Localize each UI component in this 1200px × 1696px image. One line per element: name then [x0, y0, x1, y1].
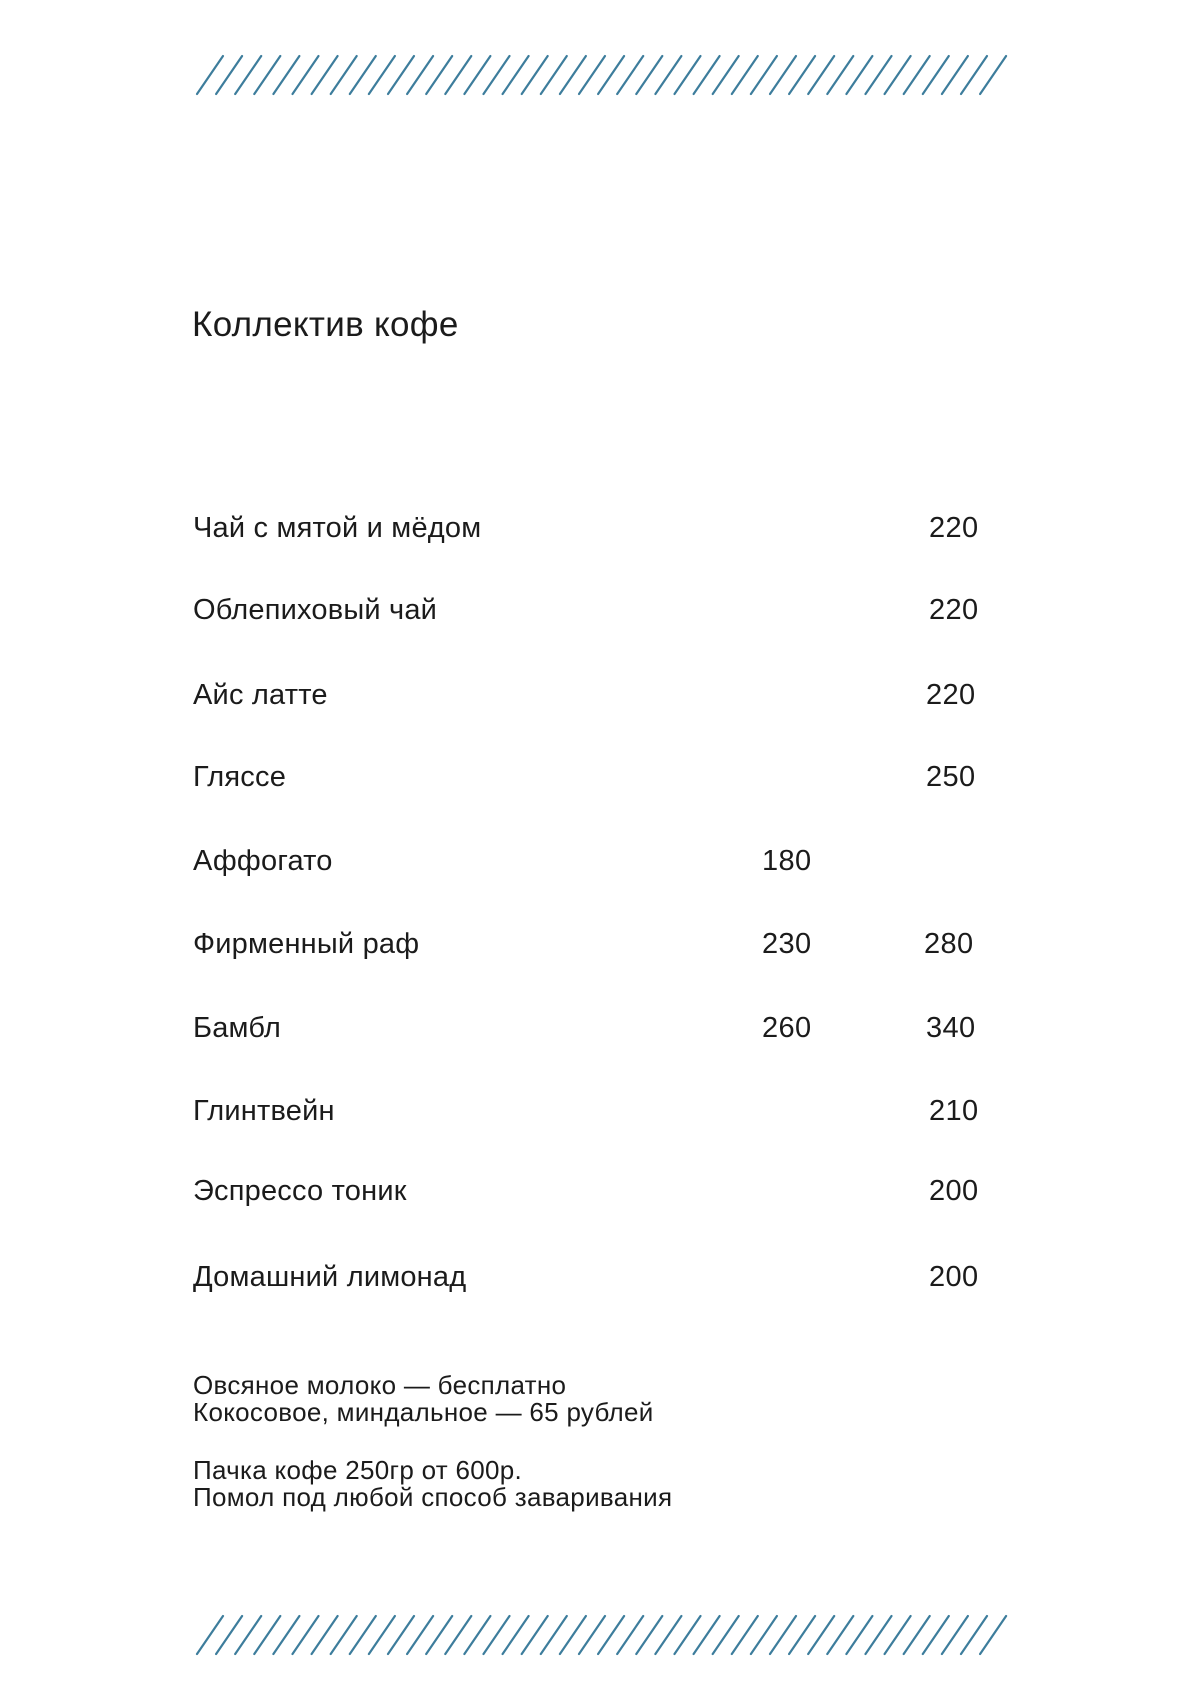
menu-item — [0, 1093, 1200, 1139]
menu-item — [0, 843, 1200, 889]
note-line: Пачка кофе 250гр от 600р. — [193, 1455, 523, 1485]
price-large: 200 — [929, 1261, 979, 1293]
menu-item-name: Облепиховый чай — [193, 594, 438, 626]
menu-item-name: Аффогато — [193, 845, 333, 877]
menu-item — [0, 677, 1200, 723]
price-large: 340 — [926, 1012, 976, 1044]
price-large: 200 — [929, 1175, 979, 1207]
menu-item-name: Гляссе — [193, 761, 287, 793]
menu-item — [0, 759, 1200, 805]
menu-item — [0, 510, 1200, 556]
price-large: 280 — [924, 928, 974, 960]
price-large: 220 — [929, 512, 979, 544]
menu-item — [0, 926, 1200, 972]
price-small: 260 — [762, 1012, 812, 1044]
menu-item-name: Бамбл — [193, 1012, 281, 1044]
menu-item — [0, 1259, 1200, 1305]
price-large: 220 — [929, 594, 979, 626]
top-hatch-decoration — [195, 54, 1015, 96]
note-line: Помол под любой способ заваривания — [193, 1482, 673, 1512]
menu-item-name: Чай с мятой и мёдом — [193, 512, 482, 544]
menu-item — [0, 1173, 1200, 1219]
menu-item — [0, 592, 1200, 638]
menu-item-name: Глинтвейн — [193, 1095, 335, 1127]
price-small: 230 — [762, 928, 812, 960]
menu-item-name: Айс латте — [193, 679, 328, 711]
price-large: 210 — [929, 1095, 979, 1127]
milk-options-note — [193, 1372, 654, 1426]
bottom-hatch-decoration — [195, 1614, 1015, 1656]
menu-item — [0, 1010, 1200, 1056]
menu-title: Коллектив кофе — [192, 305, 459, 344]
note-line: Кокосовое, миндальное — 65 рублей — [193, 1397, 654, 1427]
menu-item-name: Домашний лимонад — [193, 1261, 467, 1293]
menu-item-name: Фирменный раф — [193, 928, 420, 960]
price-small: 180 — [762, 845, 812, 877]
price-large: 220 — [926, 679, 976, 711]
price-large: 250 — [926, 761, 976, 793]
note-line: Овсяное молоко — бесплатно — [193, 1370, 567, 1400]
menu-item-name: Эспрессо тоник — [193, 1175, 407, 1207]
coffee-beans-note — [193, 1457, 672, 1511]
